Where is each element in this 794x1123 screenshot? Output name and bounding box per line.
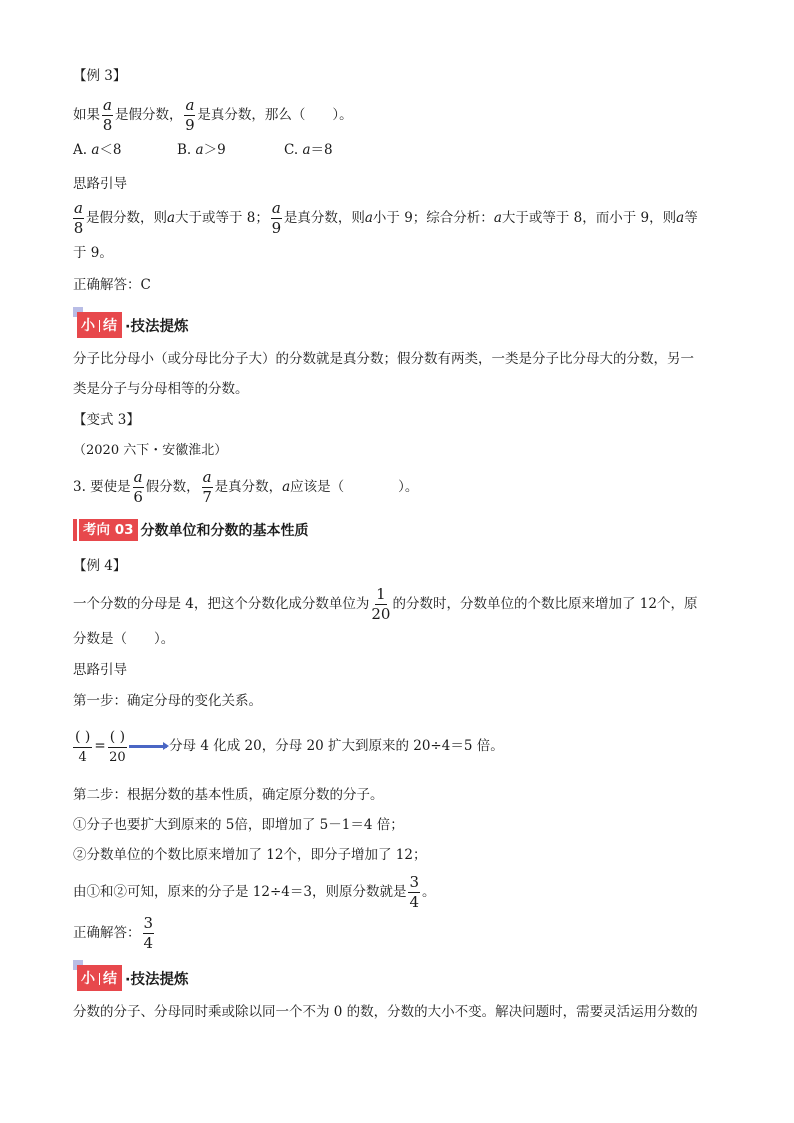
conclusion-3: 由①和②可知，原来的分子是 12÷4＝3，则原分数就是 $\frac{3}{4}$ 。 — [73, 873, 436, 911]
fraction: $\frac{a}{9}$ — [271, 199, 282, 237]
section-chip: 考向 03 — [79, 519, 138, 541]
example-4-answer: 正确解答： $\frac{3}{4}$ — [73, 914, 154, 952]
blank-fraction: $\frac{( )}{20}$ — [109, 728, 126, 765]
option-a: A. a＜8 — [73, 142, 122, 158]
example-3-answer: 正确解答：C — [73, 277, 151, 293]
example-4-label: 【例 4】 — [73, 558, 127, 574]
fraction: $\frac{3}{4}$ — [409, 873, 420, 911]
summary-header — [73, 965, 189, 991]
blank-fraction: $\frac{( )}{4}$ — [75, 728, 91, 765]
option-b: B. a＞9 — [177, 142, 226, 158]
variant-3-label: 【变式 3】 — [73, 412, 140, 428]
conclusion-1: ①分子也要扩大到原来的 5倍，即增加了 5－1＝4 倍； — [73, 817, 404, 833]
summary-text-line-1: 分数的分子、分母同时乘或除以同一个不为 0 的数，分数的大小不变。解决问题时，需要灵活运用分数的 — [73, 1004, 698, 1020]
fraction: $\frac{1}{20}$ — [371, 585, 391, 623]
fraction: $\frac{a}{8}$ — [102, 96, 113, 134]
variant-3-source: （2020 六下・安徽淮北） — [73, 443, 228, 458]
summary-text-line-2: 类是分子与分母相等的分数。 — [73, 381, 249, 397]
hint-title: 思路引导 — [73, 176, 127, 192]
example-3-hint-cont: 于 9。 — [73, 245, 113, 261]
example-4-question: 一个分数的分母是 4，把这个分数化成分数单位为 $\frac{1}{20}$ 的分数时，分数单位的个数比原来增加了 12个，原 — [73, 585, 698, 623]
summary-header — [73, 312, 189, 338]
fraction: $\frac{a}{7}$ — [202, 468, 212, 506]
conclusion-2: ②分数单位的个数比原来增加了 12个，即分子增加了 12； — [73, 847, 427, 863]
section-bar — [73, 519, 77, 541]
option-c: C. a＝8 — [284, 142, 333, 158]
summary-chip: 小 结 — [77, 965, 122, 991]
section-header — [73, 519, 309, 541]
example-3-label: 【例 3】 — [73, 68, 127, 84]
summary-text-line-1: 分子比分母小（或分母比分子大）的分数就是真分数；假分数有两类，一类是分子比分母大的分数，另一 — [73, 351, 694, 367]
summary-title: ·技法提炼 — [125, 318, 189, 335]
fraction: $\frac{a}{8}$ — [73, 199, 84, 237]
fraction: $\frac{a}{6}$ — [133, 468, 143, 506]
step-2: 第二步：根据分数的基本性质，确定原分数的分子。 — [73, 787, 384, 803]
equation-line: $\frac{( )}{4}$ = $\frac{( )}{20}$ 分母 4 化成 20，分母 20 扩大到原来的 20÷4＝5 倍。 — [75, 728, 504, 765]
example-3-hint: $\frac{a}{8}$ 是假分数，则a大于或等于 8； $\frac{a}{9}$ 是真分数，则a小于 9；综合分析：a大于或等于 8，而小于 9，则a等 — [73, 199, 698, 237]
arrow-icon — [129, 745, 167, 748]
variant-3-question: 3. 要使是 $\frac{a}{6}$ 假分数， $\frac{a}{7}$ 是真分数，a应该是（ ）。 — [73, 468, 419, 506]
fraction: $\frac{a}{9}$ — [185, 96, 195, 134]
example-4-question-cont: 分数是（ ）。 — [73, 631, 175, 647]
section-title: 分数单位和分数的基本性质 — [140, 523, 309, 539]
fraction: $\frac{3}{4}$ — [143, 914, 154, 952]
example-3-question: 如果 $\frac{a}{8}$ 是假分数， $\frac{a}{9}$ 是真分数，那么（ ）。 — [73, 96, 353, 134]
hint-title: 思路引导 — [73, 662, 127, 678]
summary-title: ·技法提炼 — [125, 971, 189, 988]
summary-chip: 小 结 — [77, 312, 122, 338]
step-1: 第一步：确定分母的变化关系。 — [73, 693, 262, 709]
example-3-options — [73, 140, 724, 160]
